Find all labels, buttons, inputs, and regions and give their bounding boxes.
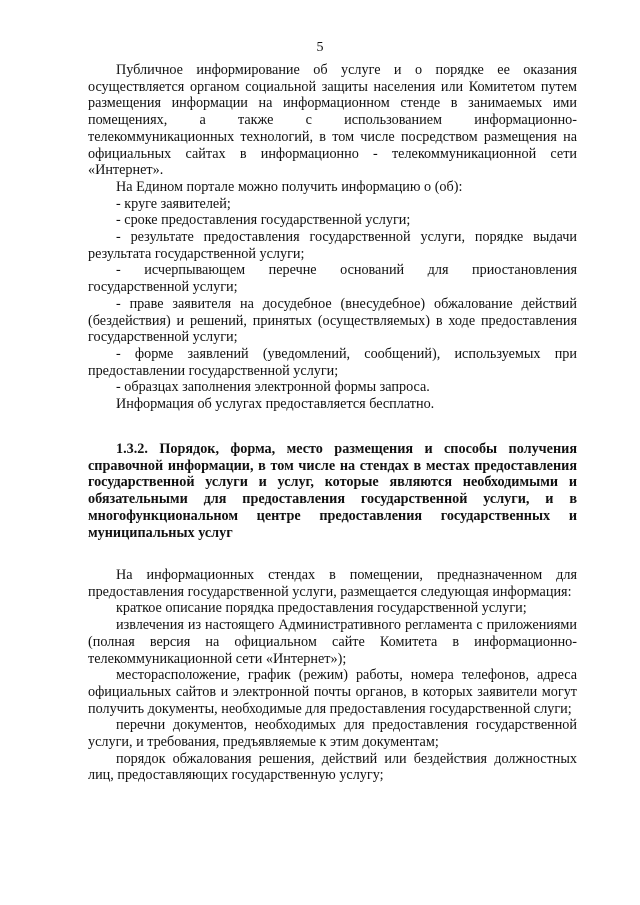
paragraph: На информационных стендах в помещении, предназначенном для предоставления государственной услуги, размещается следующая информация:: [88, 567, 577, 600]
page-number: 5: [316, 40, 324, 55]
list-item: извлечения из настоящего Административного регламента с приложениями (полная версия на официальном сайте Комитета в информационно-телекоммуникационной сети «Интернет»);: [88, 617, 577, 667]
list-item: месторасположение, график (режим) работы, номера телефонов, адреса официальных сайтов и электронной почты органов, в которых заявители могут получить документы, необходимые для предоставления государственной слуги;: [88, 667, 577, 717]
list-item: - сроке предоставления государственной услуги;: [116, 212, 411, 229]
stands-section: [88, 567, 577, 784]
list-item: - исчерпывающем перечне оснований для приостановления государственной услуги;: [88, 262, 577, 296]
paragraph: Публичное информирование об услуге и о порядке ее оказания осуществляется органом социальной защиты населения или Комитетом путем размещения информации на информационном стенде в занимаемых ими помещениях, а также с использованием информационно-телекоммуникационных технологий, в том числе посредством размещения на официальных сайтах в информационно - телекоммуникационной сети «Интернет».: [88, 62, 577, 179]
list-item: порядок обжалования решения, действий или бездействия должностных лиц, предоставляющих государственную услугу;: [88, 750, 577, 784]
list-item: - форме заявлений (уведомлений, сообщений), используемых при предоставлении государственной услуги;: [88, 345, 577, 379]
paragraph: На Едином портале можно получить информацию о (об):: [116, 178, 463, 195]
list-item: - образцах заполнения электронной формы запроса.: [116, 379, 430, 396]
paragraph: Информация об услугах предоставляется бесплатно.: [116, 396, 435, 413]
list-item: - круге заявителей;: [116, 195, 231, 212]
info-section: [88, 62, 577, 413]
list-item: перечни документов, необходимых для предоставления государственной услуги, и требования, предъявляемые к этим документам;: [88, 717, 577, 751]
list-item: - результате предоставления государственной услуги, порядке выдачи результата государственной услуги;: [88, 229, 577, 262]
list-item: краткое описание порядка предоставления государственной услуги;: [116, 600, 527, 617]
list-item: - праве заявителя на досудебное (внесудебное) обжалование действий (бездействия) и решений, принятых (осуществляемых) в ходе предоставления государственной услуги;: [88, 295, 577, 346]
section-heading: 1.3.2. Порядок, форма, место размещения и способы получения справочной информации, в том числе на стендах в местах предоставления государственной услуги и услуг, которые являются необходимыми и обязательными для предоставления государственной услуги, и в многофункциональном центре предоставления государственных и муниципальных услуг: [88, 441, 577, 541]
section-heading-block: [88, 441, 577, 541]
